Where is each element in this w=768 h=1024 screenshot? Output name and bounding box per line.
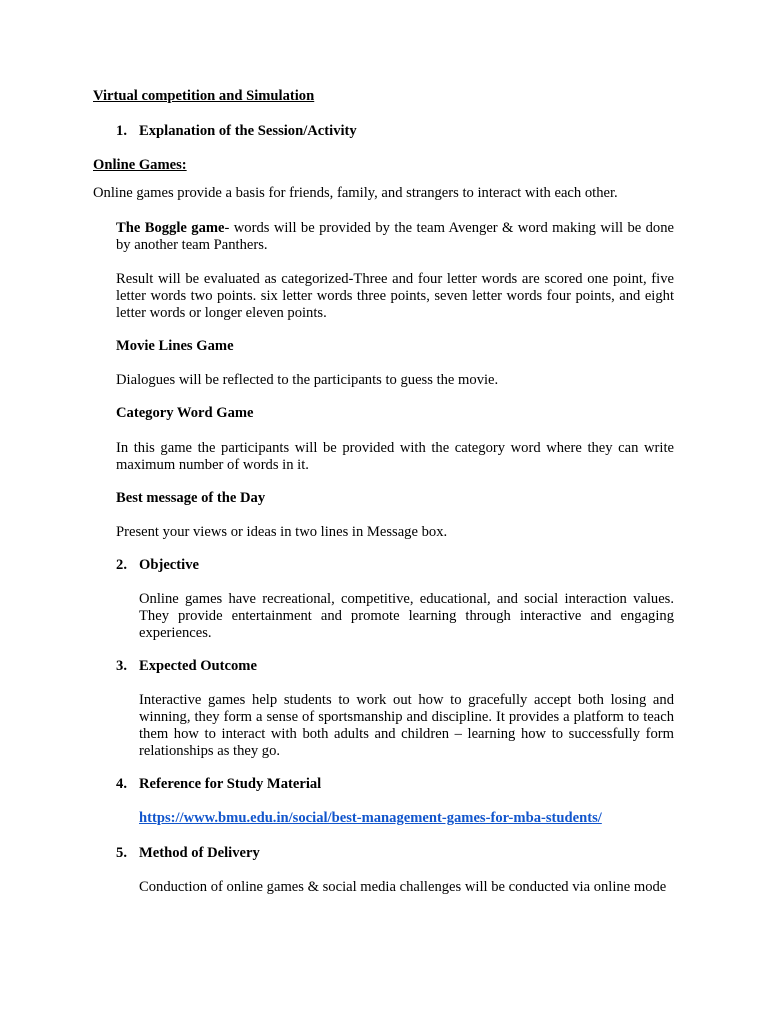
section-number: 5.	[116, 845, 127, 861]
category-word-body: In this game the participants will be provided with the category word where they can write maximum number of words in it.	[116, 440, 674, 473]
boggle-game-description: - words will be provided by the team Avenger & word making will be done by another team Panthers.	[116, 220, 674, 253]
section-heading-text: Reference for Study Material	[139, 776, 322, 792]
section-number: 3.	[116, 658, 127, 674]
category-word-heading: Category Word Game	[116, 405, 254, 421]
section-heading-text: Method of Delivery	[139, 845, 260, 861]
best-message-heading: Best message of the Day	[116, 490, 266, 506]
section-number: 1.	[116, 123, 127, 139]
document-title: Virtual competition and Simulation	[93, 88, 315, 104]
boggle-result-paragraph: Result will be evaluated as categorized-Three and four letter words are scored one point, five letter words two points. six letter words three points, seven letter words four points, and eight letter words or longer eleven points.	[116, 271, 674, 321]
section-number: 2.	[116, 557, 127, 573]
movie-lines-heading: Movie Lines Game	[116, 338, 234, 354]
best-message-body: Present your views or ideas in two lines in Message box.	[116, 524, 448, 540]
section-heading-text: Explanation of the Session/Activity	[139, 123, 357, 139]
section-4-heading	[93, 776, 413, 793]
objective-body: Online games have recreational, competitive, educational, and social interaction values. They provide entertainment and promote learning through interactive and engaging experiences.	[139, 591, 674, 641]
section-1-heading	[93, 123, 393, 140]
section-2-heading	[93, 557, 393, 574]
section-heading-text: Expected Outcome	[139, 658, 257, 674]
online-games-intro: Online games provide a basis for friends, family, and strangers to interact with each other.	[93, 185, 618, 201]
boggle-game-paragraph	[116, 220, 674, 254]
expected-outcome-body: Interactive games help students to work out how to gracefully accept both losing and winning, they form a sense of sportsmanship and discipline. It provides a platform to teach them how to interact with both adults and children – learning how to successfully form relationships as they go.	[139, 692, 674, 759]
study-material-link[interactable]: https://www.bmu.edu.in/social/best-management-games-for-mba-students/	[139, 810, 602, 826]
section-5-heading	[93, 845, 393, 862]
boggle-game-name: The Boggle game	[116, 220, 225, 236]
movie-lines-body: Dialogues will be reflected to the participants to guess the movie.	[116, 372, 499, 388]
section-3-heading	[93, 658, 393, 675]
section-number: 4.	[116, 776, 127, 792]
section-heading-text: Objective	[139, 557, 199, 573]
method-of-delivery-body: Conduction of online games & social media challenges will be conducted via online mode	[139, 879, 667, 895]
online-games-heading: Online Games:	[93, 157, 187, 173]
